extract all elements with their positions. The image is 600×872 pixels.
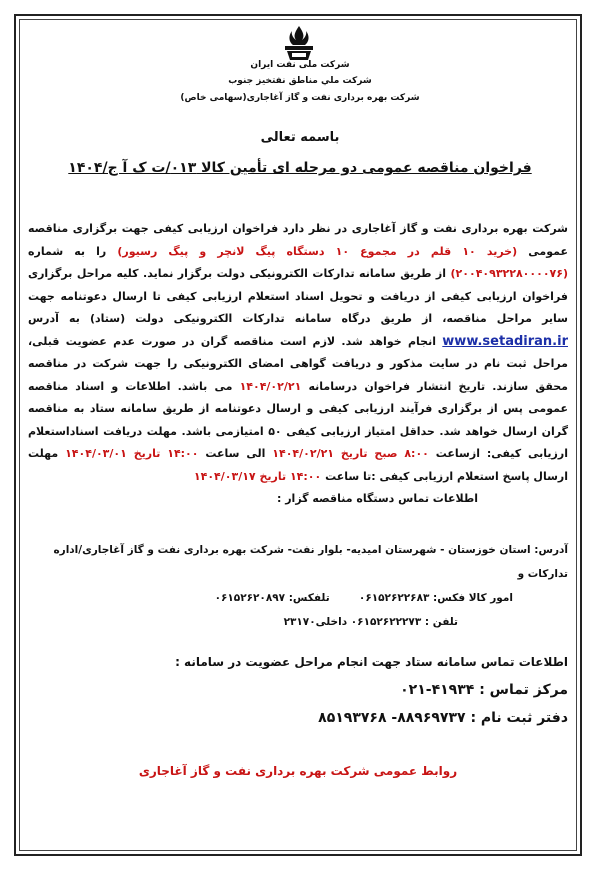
body-text-1: شرکت بهره برداری نفت و گاز آغاجاری در نظر دارد فراخوان ارزیابی کیفی جهت برگزاری مناقصه عمومی <box>28 222 568 258</box>
item-description: (خرید ۱۰ قلم در مجموع ۱۰ دستگاه پیگ لانچر و پیگ رسیور) <box>117 244 518 258</box>
setad-center-value: ۴۱۹۳۴-۰۲۱ <box>400 682 475 698</box>
setad-center-row <box>28 676 568 704</box>
body-text-4: انجام خواهد شد. لازم است مناقصه گران در صورت عدم عضویت قبلی، مراحل ثبت نام در سایت مذکور و دریافت گواهی امضای الکترونیکی را جهت شرکت در مناقصه محقق سازند. تاریخ انتشار فراخوان درسامانه <box>28 334 568 393</box>
setad-center-label: مرکز تماس : <box>479 682 568 698</box>
address-phone: تلفن : ۰۶۱۵۲۶۲۲۲۷۳ داخلی۲۳۱۷۰ <box>283 616 458 628</box>
publish-date: ۱۴۰۴/۰۲/۲۱ <box>239 379 302 393</box>
tender-number: (۲۰۰۴۰۹۳۲۲۸۰۰۰۰۷۶) <box>450 267 568 280</box>
setad-office-row <box>28 704 568 732</box>
announcement-body <box>28 218 568 511</box>
page-title-text: فراخوان مناقصه عمومی دو مرحله ای تأمین کالا ۰۱۳/ت ک آ ج/۱۴۰۴ <box>68 160 532 176</box>
body-text-5: می باشد. اطلاعات و اسناد مناقصه عمومی پس از برگزاری فرآیند ارزیابی کیفی و ارسال دعوتنامه از طریق سامانه ستاد به مناقصه گران ارسال خواهد شد. حداقل امتیاز ارزیابی کیفی ۵۰ امتیازمی باشد. مهلت دریافت اسناداستعلام ارزیابی کیفی: ازساعت <box>28 379 568 460</box>
address-line-2-row <box>28 586 568 610</box>
address-fax: امور کالا فکس: ۰۶۱۵۲۶۲۲۶۸۳ <box>358 592 513 604</box>
address-block <box>28 538 568 634</box>
body-text-7: مهلت ارسال پاسخ استعلام ارزیابی کیفی :تا ساعت <box>28 447 568 483</box>
footer-signature: روابط عمومی شرکت بهره برداری نفت و گاز آغاجاری <box>138 764 458 778</box>
nioc-logo-icon <box>279 24 319 62</box>
body-text-2: را به شماره <box>28 244 107 258</box>
setad-office-label: دفتر ثبت نام : <box>470 710 568 726</box>
body-text-3: از طریق سامانه تدارکات الکترونیکی دولت برگزار نماید. کلیه مراحل برگزاری فراخوان ارزیابی کیفی از دریافت و تحویل اسناد استعلام ارزیابی کیفی تا ارسال دعوتنامه جهت سایر مراحل مناقصه، از طریق درگاه سامانه تدارکات الکترونیکی دولت (ستاد) به آدرس <box>28 267 568 325</box>
time-to: ۱۴:۰۰ تاریخ ۱۴۰۴/۰۳/۰۱ <box>65 447 199 460</box>
setad-heading: اطلاعات تماس سامانه ستاد جهت انجام مراحل عضویت در سامانه : <box>175 655 568 669</box>
company-line-1: شرکت ملی نفت ایران <box>250 60 350 70</box>
company-line-2: شرکت ملي مناطق نفتخيز جنوب <box>228 76 372 86</box>
setad-office-value: ۸۸۹۶۹۷۳۷- ۸۵۱۹۳۷۶۸ <box>318 710 466 726</box>
setad-link[interactable]: www.setadiran.ir <box>442 333 568 349</box>
subtitle: باسمه تعالی <box>260 130 340 145</box>
body-text-6: الی ساعت <box>205 447 266 460</box>
time-deadline: ۱۴:۰۰ تاریخ ۱۴۰۴/۰۳/۱۷ <box>193 469 322 483</box>
time-from: ۸:۰۰ صبح تاریخ ۱۴۰۴/۰۲/۲۱ <box>272 447 429 460</box>
contact-heading: اطلاعات تماس دستگاه مناقصه گزار : <box>276 492 478 505</box>
address-line-1: آدرس: استان خوزستان - شهرستان امیدیه- بلوار نفت- شرکت بهره برداری نفت و گاز آغاجاری/اداره تدارکات و <box>53 544 568 580</box>
page-title <box>60 160 540 176</box>
company-line-3: شرکت بهره برداری نفت و گاز آغاجاری(سهامی خاص) <box>180 93 420 103</box>
setad-contact-block <box>28 648 568 732</box>
address-telefax: تلفکس: ۰۶۱۵۲۶۲۰۸۹۷ <box>214 592 330 604</box>
